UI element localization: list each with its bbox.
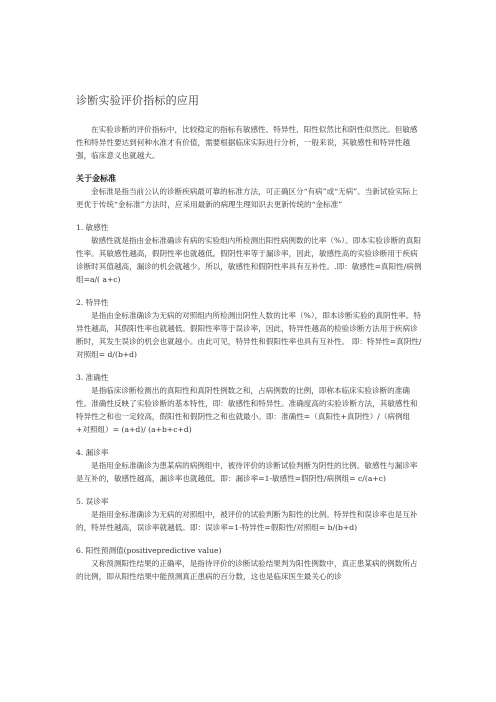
item-body-specificity: 是指由金标准确诊为无病的对照组内所检测出阴性人数的比率（%），即本诊断实验的真阴性率。特异性越高，其假阳性率也就越低。假阳性率等于误诊率，因此，特异性越高的检验诊断方法用于疾病诊断时，其发生误诊的机会也就越小。由此可见，特异性和假阳性率也具有互补性。 即：特异性=真阴性/对照组= d/(b+d) (76, 311, 422, 359)
item-title-missed-diagnosis-rate: 4. 漏诊率 (76, 448, 109, 457)
item-title-misdiagnosis-rate: 5. 误诊率 (76, 497, 109, 506)
item-title-positive-predictive-value: 6. 阳性预测值(positivepredictive value) (76, 546, 222, 555)
item-body-sensitivity: 敏感性就是指由金标准确诊有病的实验组内所检测出阳性病例数的比率（%）。即本实验诊断的真阳性率。其敏感性越高，假阴性率也就越低。假阴性率等于漏诊率，因此，敏感性高的实验诊断用于疾病诊断时其值越高，漏诊的机会就越少。所以，敏感性和假阴性率具有互补性。.即：敏感性=真阳性/病例组=a/( a+c) (76, 236, 422, 284)
item-title-accuracy: 3. 准确性 (76, 373, 109, 382)
document-body (76, 123, 422, 583)
item-body-missed-diagnosis-rate: 是指用金标准确诊为患某病的病例组中，被待评价的诊断试验判断为阴性的比例。敏感性与漏诊率是互补的，敏感性越高，漏诊率也就越低。即：漏诊率=1-敏感性=假阴性/病例组= c/(a+c) (76, 461, 418, 483)
item-title-specificity: 2. 特异性 (76, 298, 109, 307)
item-body-accuracy: 是指临床诊断检测出的真阳性和真阴性例数之和，占病例数的比例，即称本临床实验诊断的准确性。准确性反映了实验诊断的基本特性，即：敏感性和特异性。准确度高的实验诊断方法，其敏感性和特异性之和也一定较高，假阳性和假阴性之和也就最小。即：准确性=（真阳性+真阴性）/（病例组+对照组）= (a+d)/ (a+b+c+d) (76, 386, 418, 434)
section-paragraph: 金标准是指当前公认的诊断疾病最可靠的标准方法，可正确区分“有病”或“无病”。当新试验实际上更优于传统“金标准”方法时，应采用最新的病理生理知识去更新传统的“金标准” (76, 187, 418, 209)
intro-paragraph: 在实验诊断的评价指标中，比较稳定的指标有敏感性、特异性、阳性似然比和阴性似然比。但敏感性和特异性要达到何种水准才有价值，需要根据临床实际进行分析，一般来说，其敏感性和特异性越强，临床意义也就越大。 (76, 125, 418, 160)
item-body-positive-predictive-value: 又称预测阳性结果的正确率，是指待评价的诊断试验结果判为阳性例数中，真正患某病的例数所占的比例，即从阳性结果中能预测真正患病的百分数，这也是临床医生最关心的诊 (76, 559, 418, 581)
section-heading: 关于金标准 (76, 174, 116, 183)
item-body-misdiagnosis-rate: 是指用金标准确诊为无病的对照组中，被评价的试验判断为阳性的比例。特异性和误诊率也是互补的，特异性越高，误诊率就越低。即：误诊率=1-特异性=假阳性/对照组= b/(b+d) (76, 510, 418, 532)
item-title-sensitivity: 1. 敏感性 (76, 223, 109, 232)
document-title: 诊断实验评价指标的应用 (76, 94, 200, 107)
